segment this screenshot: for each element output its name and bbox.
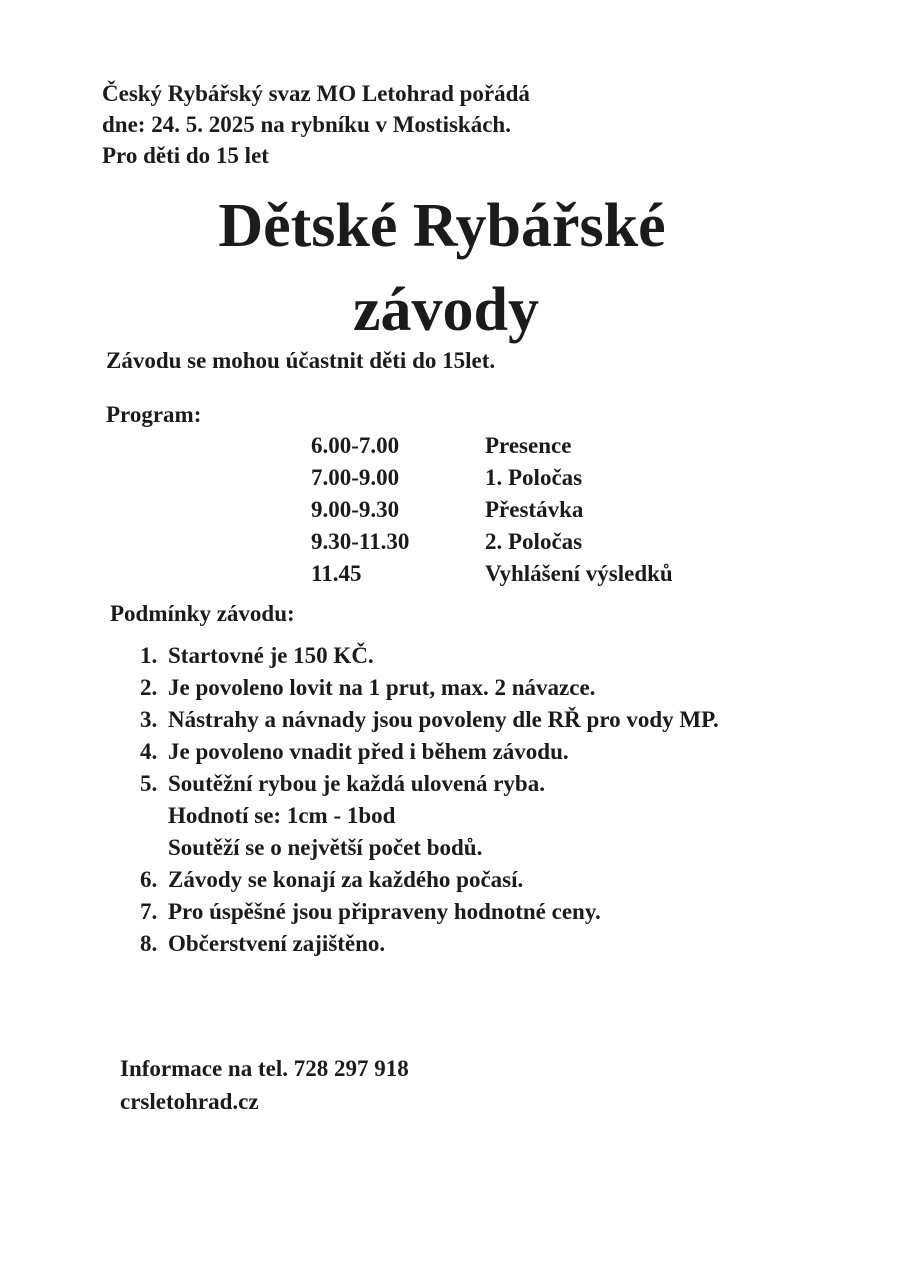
- condition-text: Soutěžní rybou je každá ulovená ryba.: [168, 771, 545, 796]
- schedule-row: [311, 558, 673, 590]
- condition-item: [140, 640, 795, 672]
- program-label: Program:: [106, 402, 202, 427]
- schedule-time: 7.00-9.00: [311, 465, 400, 490]
- organizer-line: Český Rybářský svaz MO Letohrad pořádá: [102, 81, 530, 106]
- condition-text: Závody se konají za každého počasí.: [168, 867, 524, 892]
- scoring-rule: Hodnotí se: 1cm - 1bod: [168, 803, 396, 828]
- contact-info: [120, 1052, 409, 1118]
- schedule-row: [311, 462, 673, 494]
- schedule-row: [311, 430, 673, 462]
- schedule-row: [311, 526, 673, 558]
- condition-number: 4.: [140, 739, 158, 764]
- condition-number: 8.: [140, 931, 158, 956]
- schedule-activity: Přestávka: [485, 497, 584, 522]
- condition-item: [140, 896, 795, 928]
- scoring-goal: Soutěží se o největší počet bodů.: [168, 835, 483, 860]
- schedule-activity: Presence: [485, 433, 572, 458]
- condition-item: [140, 672, 795, 704]
- website-link[interactable]: crsletohrad.cz: [120, 1089, 259, 1114]
- title-line-2: závody: [353, 276, 539, 344]
- organizer-header: [102, 78, 530, 171]
- condition-number: 5.: [140, 771, 158, 796]
- condition-number: 3.: [140, 707, 158, 732]
- condition-number: 7.: [140, 899, 158, 924]
- intro-text: Závodu se mohou účastnit děti do 15let.: [106, 348, 496, 373]
- condition-text: Je povoleno vnadit před i během závodu.: [168, 739, 569, 764]
- title-line-1: Dětské Rybářské: [218, 192, 666, 260]
- schedule-time: 9.00-9.30: [311, 497, 400, 522]
- condition-item: [140, 928, 795, 960]
- condition-text: Občerstvení zajištěno.: [168, 931, 386, 956]
- condition-text: Startovné je 150 KČ.: [168, 643, 374, 668]
- condition-text: Pro úspěšné jsou připraveny hodnotné ceny.: [168, 899, 601, 924]
- schedule-activity: 1. Poločas: [485, 465, 583, 490]
- conditions-list: [140, 640, 795, 960]
- conditions-label: Podmínky závodu:: [110, 601, 295, 626]
- schedule-row: [311, 494, 673, 526]
- program-schedule: [311, 430, 673, 590]
- phone-line: Informace na tel. 728 297 918: [120, 1056, 409, 1081]
- condition-number: 2.: [140, 675, 158, 700]
- condition-text: Nástrahy a návnady jsou povoleny dle RŘ pro vody MP.: [168, 707, 719, 732]
- condition-text: Je povoleno lovit na 1 prut, max. 2 návazce.: [168, 675, 596, 700]
- date-location-line: dne: 24. 5. 2025 na rybníku v Mostiskách.: [102, 112, 511, 137]
- schedule-time: 6.00-7.00: [311, 433, 400, 458]
- condition-item: [140, 736, 795, 768]
- condition-item: [140, 864, 795, 896]
- condition-item: [140, 704, 795, 736]
- age-limit-line: Pro děti do 15 let: [102, 143, 269, 168]
- condition-number: 6.: [140, 867, 158, 892]
- schedule-time: 11.45: [311, 561, 362, 586]
- schedule-activity: Vyhlášení výsledků: [485, 561, 673, 586]
- schedule-time: 9.30-11.30: [311, 529, 410, 554]
- condition-item: [140, 768, 795, 800]
- schedule-activity: 2. Poločas: [485, 529, 583, 554]
- condition-number: 1.: [140, 643, 158, 668]
